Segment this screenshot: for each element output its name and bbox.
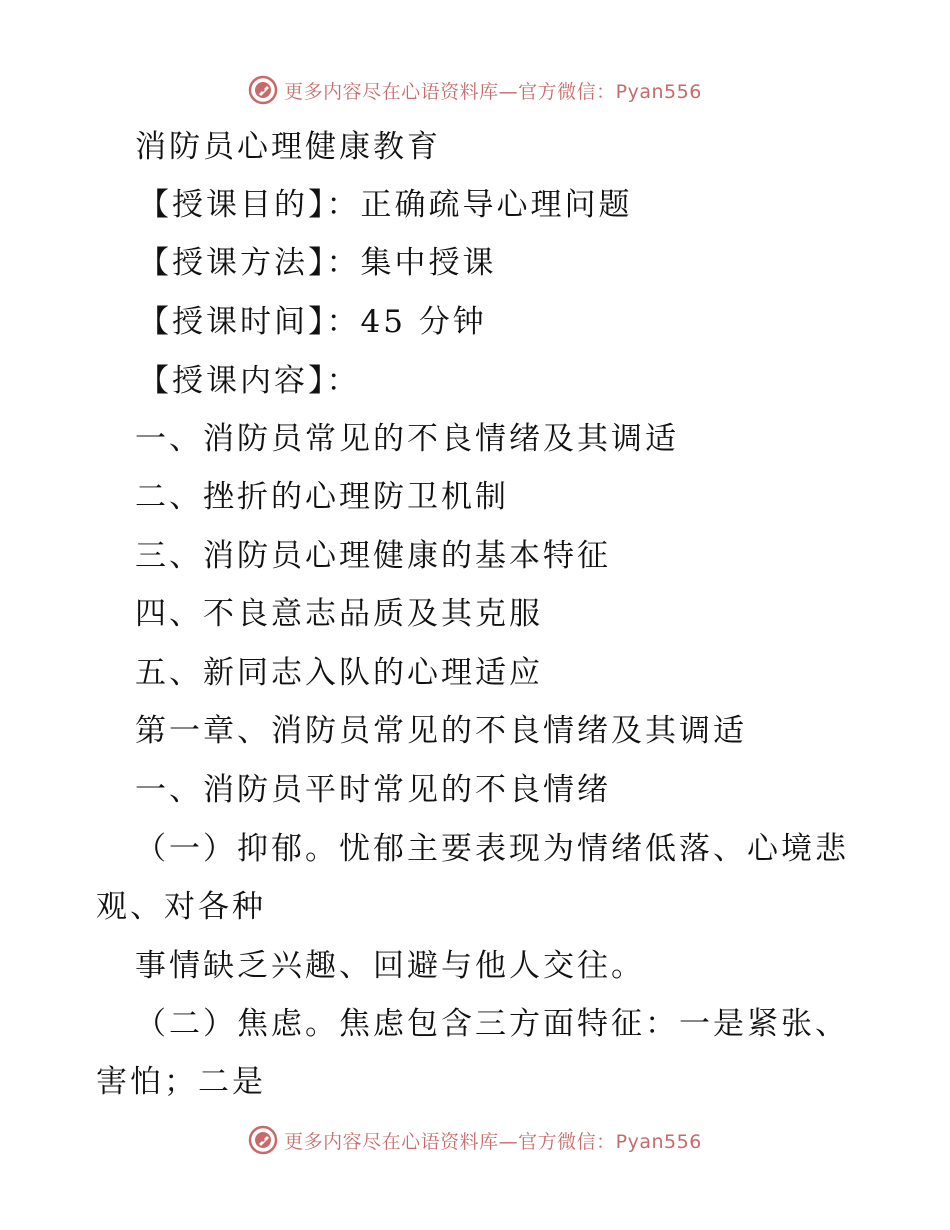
watermark-wechat: 官方微信：Pyan556 — [518, 80, 702, 103]
watermark-wechat: 官方微信：Pyan556 — [518, 1130, 702, 1153]
watermark-text — [284, 1127, 702, 1154]
header-watermark — [0, 72, 950, 108]
watermark-separator: — — [498, 80, 519, 103]
meta-content: 【授课内容】： — [138, 363, 361, 399]
watermark-brand: 更多内容尽在心语资料库 — [284, 1130, 499, 1153]
paragraph-anxiety-line1: （二）焦虑。焦虑包含三方面特征：一是紧张、 — [135, 1006, 849, 1042]
watermark-separator: — — [498, 1130, 519, 1153]
chapter-title: 第一章、消防员常见的不良情绪及其调适 — [135, 713, 747, 749]
section-title: 一、消防员平时常见的不良情绪 — [135, 772, 611, 808]
outline-item-2: 二、挫折的心理防卫机制 — [135, 479, 509, 515]
paragraph-anxiety-line2: 害怕；二是 — [96, 1064, 266, 1100]
outline-item-3: 三、消防员心理健康的基本特征 — [135, 538, 611, 574]
footer-watermark — [0, 1122, 950, 1158]
meta-time: 【授课时间】：45 分钟 — [138, 304, 487, 340]
watermark-brand: 更多内容尽在心语资料库 — [284, 80, 499, 103]
watermark-text — [284, 77, 702, 104]
paragraph-depression-line3: 事情缺乏兴趣、回避与他人交往。 — [135, 948, 645, 984]
meta-purpose: 【授课目的】：正确疏导心理问题 — [138, 187, 633, 223]
document-title: 消防员心理健康教育 — [135, 129, 441, 165]
paragraph-depression-line2: 观、对各种 — [96, 889, 266, 925]
outline-item-5: 五、新同志入队的心理适应 — [135, 655, 543, 691]
outline-item-4: 四、不良意志品质及其克服 — [135, 596, 543, 632]
meta-method: 【授课方法】：集中授课 — [138, 245, 497, 281]
paragraph-depression-line1: （一）抑郁。忧郁主要表现为情绪低落、心境悲 — [135, 831, 849, 867]
pen-nib-circle-icon — [248, 75, 278, 105]
outline-item-1: 一、消防员常见的不良情绪及其调适 — [135, 421, 679, 457]
pen-nib-circle-icon — [248, 1125, 278, 1155]
